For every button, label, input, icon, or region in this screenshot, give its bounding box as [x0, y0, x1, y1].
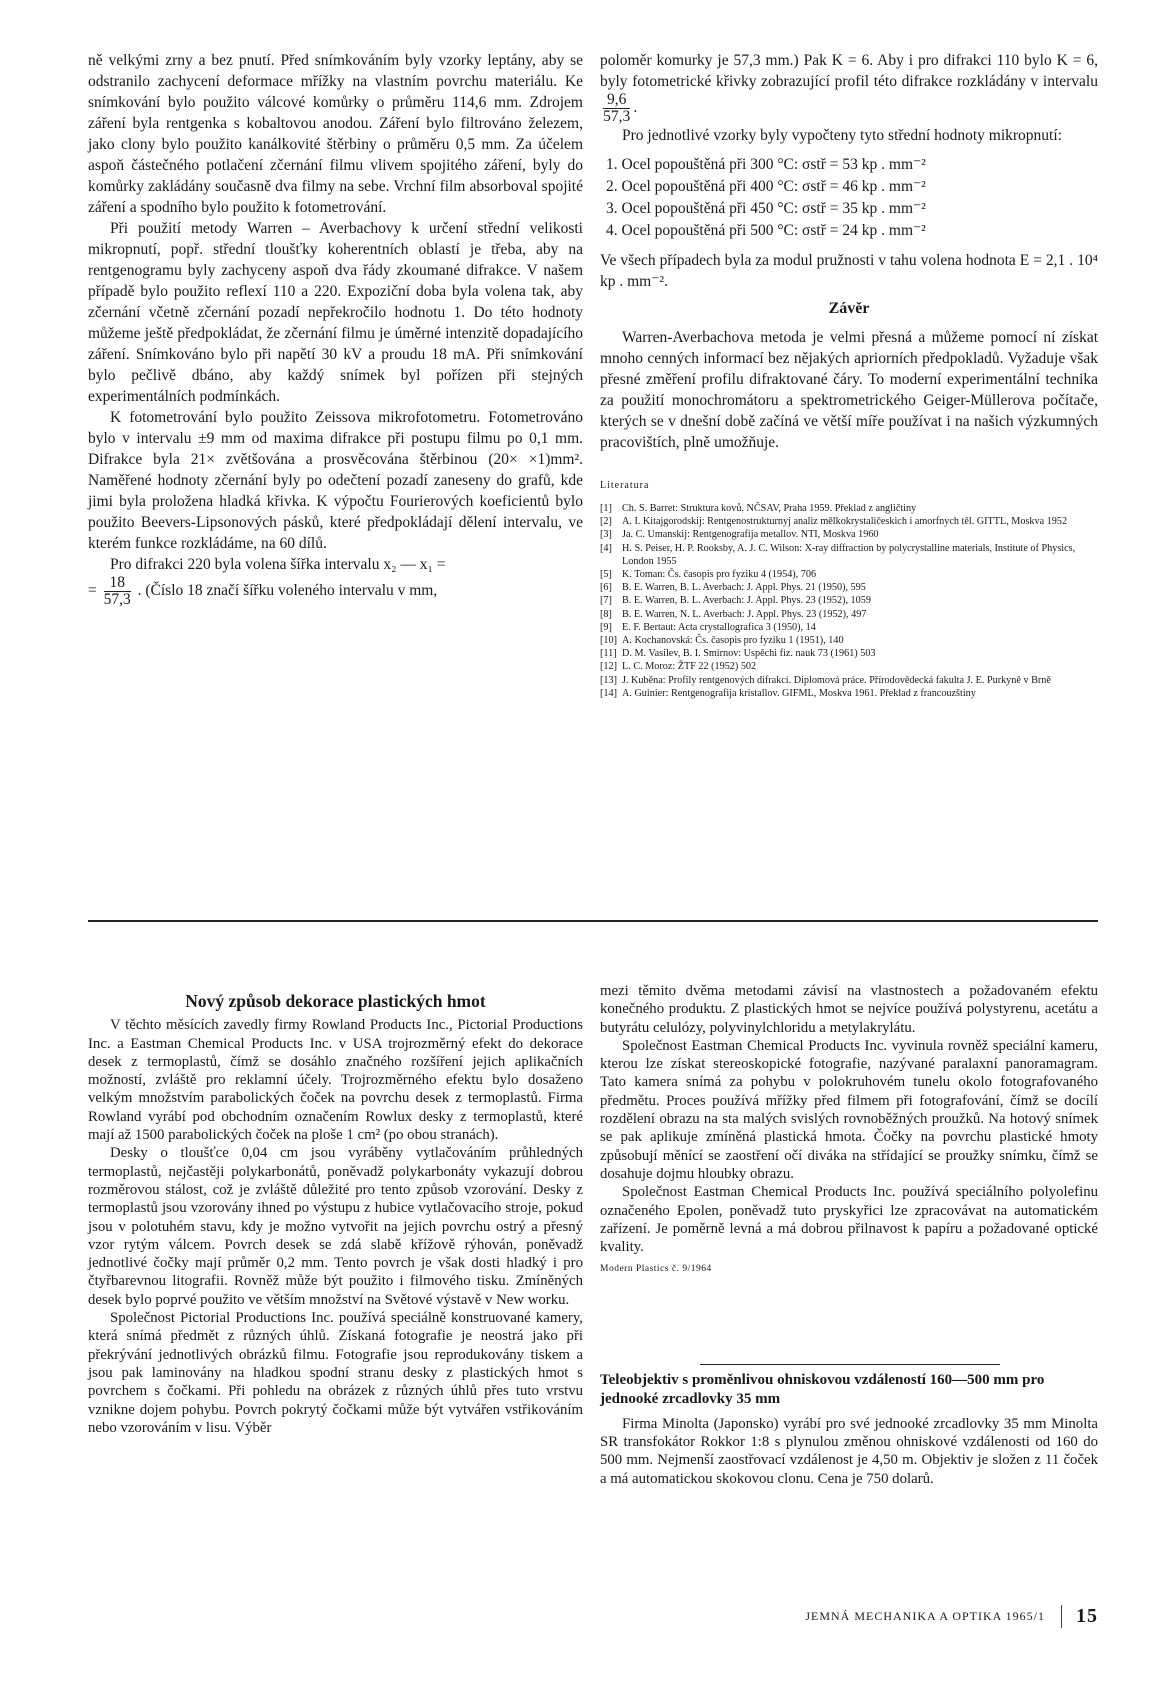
reference-number: [1] — [600, 503, 612, 514]
reference-item — [600, 647, 1098, 660]
reference-number: [4] — [600, 542, 612, 554]
reference-number: [10] — [600, 635, 617, 647]
list-item: 4. Ocel popouštěná při 500 °C: σstř = 24 kp . mm⁻² — [606, 222, 926, 239]
reference-number: [5] — [600, 569, 612, 581]
reference-item — [600, 621, 1098, 634]
fraction-denominator: 57,3 — [103, 591, 131, 608]
reference-item — [600, 687, 1098, 700]
reference-item — [600, 608, 1098, 621]
reference-item — [600, 515, 1098, 528]
paragraph: mezi těmito dvěma metodami závisí na vlastnostech a požadovaném efektu konečného produktu. Z plastických hmot se nejvíce používá polystyrenu, acetátu a butyrátu celulózy, polyvinylchloridu a metylakrylátu. — [600, 983, 1098, 1036]
paragraph: V těchto měsících zavedly firmy Rowland Products Inc., Pictorial Productions Inc. a Eastman Chemical Products Inc. v USA trojrozměrný efekt do dekorace desek z termoplastů, čímž se dosáhlo značného rozšíření jejich aplikačních možností, zvláště pro reklamní účely. Trojrozměrného efektu bylo dosaženo velkým množstvím parabolických čoček na povrchu desek z termoplastů. Firma Rowland vyrábí pod obchodním označením Rowlux desky z termoplastů, které mají až 1500 parabolických čoček na ploše 1 cm² (po obou stranách). — [88, 1017, 583, 1144]
conclusion-heading: Závěr — [828, 300, 870, 317]
reference-item — [600, 581, 1098, 594]
results-list — [606, 154, 1098, 242]
paragraph-text: poloměr komurky je 57,3 mm.) Pak K = 6. Aby i pro difrakci 110 bylo K = 6, byly fotometrické křivky zobrazující profil této difrakce rozkládány v intervalu — [600, 52, 1098, 90]
literature-heading: Literatura — [600, 480, 650, 491]
paragraph: ně velkými zrny a bez pnutí. Před snímkováním byly vzorky leptány, aby se odstranilo zachycení deformace mřížky na vlastním povrchu materiálu. Ke snímkování bylo použito válcové komůrky o průměru 114,6 mm. Zdrojem záření byla rentgenka s kobaltovou anodou. Záření bylo filtrováno železem, jako clony bylo použito kanálkovité štěrbiny o průměru 0,5 mm. Za účelem aspoň částečného potlačení zčernání filmu vlivem spojitého záření, byly do komůrky zakládány současně dva filmy na sebe. Vrchní film absorboval spojité záření a spodního bylo použito k fotometrování. — [88, 52, 583, 216]
reference-item — [600, 594, 1098, 607]
reference-text: K. Toman: Čs. časopis pro fyziku 4 (1954), 706 — [622, 569, 817, 581]
reference-text: B. E. Warren, B. L. Averbach: J. Appl. Phys. 21 (1950), 595 — [622, 582, 866, 594]
article-right-column — [600, 982, 1098, 1488]
reference-item — [600, 502, 1098, 515]
paragraph: Pro jednotlivé vzorky byly vypočteny tyto střední hodnoty mikropnutí: — [622, 127, 1062, 144]
reference-number: [11] — [600, 648, 617, 660]
fraction — [603, 92, 630, 125]
top-left-column — [88, 50, 583, 608]
journal-name: JEMNÁ MECHANIKA A OPTIKA 1965/1 — [805, 1609, 1045, 1623]
top-right-column — [600, 50, 1098, 700]
reference-number: [14] — [600, 687, 617, 699]
source-citation: Modern Plastics č. 9/1964 — [600, 1264, 712, 1275]
article-left-column — [88, 992, 583, 1437]
paragraph-end: . — [633, 99, 638, 117]
formula-prefix: = — [88, 582, 97, 600]
paragraph: K fotometrování bylo použito Zeissova mikrofotometru. Fotometrováno bylo v intervalu ±9 mm od maxima difrakce při postupu filmu po 0,1 mm. Difrakce byla 21× zvětšována a prosvěcována štěrbinou (20× ×1)mm². Naměřené hodnoty zčernání byly po odečtení pozadí zaneseny do grafů, kde jimi byla proložena hladká křivka. K výpočtu Fourierových koeficientů bylo použito Beevers-Lipsonových pásků, které předpokládají dělení intervalu, ve kterém funkce rozkládáme, na 60 dílů. — [88, 409, 583, 552]
reference-number: [6] — [600, 582, 612, 594]
reference-number: [13] — [600, 674, 617, 686]
fraction-numerator: 9,6 — [603, 92, 630, 109]
reference-item — [600, 568, 1098, 581]
list-item: 1. Ocel popouštěná při 300 °C: σstř = 53 kp . mm⁻² — [606, 156, 926, 173]
paragraph: Desky o tloušťce 0,04 cm jsou vyráběny vytlačováním průhledných termoplastů, nejčastěji polykarbonátů, poněvadž polykarbonáty vykazují dobrou rozměrovou stálost, což je zvláště důležité pro tento způsob vzorování. Desky z termoplastů jsou vzorovány ihned po výstupu z hubice vytlačovacího stroje, pokud jsou v polotuhém stavu, kdy je možno vytvořit na jejich povrchu ostrý a přesný vzor rytým válcem. Povrch desek se zdá slabě křížově rýhován, poněvadž jednotlivé čočky mají průměr 0,2 mm. Tento povrch je však dosti hladký i pro čtyřbarevnou litografii. Rovněž může být použito i filmového tisku. Zmíněných desek bylo poprvé použito ve větším množství na Světové výstavě v New worku. — [88, 1145, 583, 1308]
reference-item — [600, 634, 1098, 647]
page-number: 15 — [1061, 1605, 1098, 1628]
paragraph: Společnost Eastman Chemical Products Inc. vyvinula rovněž speciální kameru, kterou lze získat stereoskopické fotografie, nazývané paralaxní panoramagram. Tato kamera snímá za pohybu v polokruhovém tunelu okolo fotografovaného předmětu. Proces používá mřížky před filmem při fotografování, čímž se docílí rozdělení obrazu na sta malých svislých rovnoběžných proužků. Na hotový snímek se pak aplikuje zmíněná plastická hmota. Čočky na povrchu plastické hmoty způsobují měnící se zaostření očí diváka na střídající se proužky snímku, čímž se dosahuje dojmu hloubky obrazu. — [600, 1037, 1098, 1182]
reference-number: [8] — [600, 608, 612, 620]
list-item: 2. Ocel popouštěná při 400 °C: σstř = 46 kp . mm⁻² — [606, 178, 926, 195]
reference-item — [600, 542, 1098, 568]
reference-text: A. I. Kitajgorodskij: Rentgenostrukturnyj analiz mělkokrystaličeskich i amorfnych těl. GITTL, Moskva 1952 — [622, 516, 1068, 528]
formula-suffix: . (Číslo 18 značí šířku voleného intervalu v mm, — [137, 582, 438, 600]
reference-text: A. Guinier: Rentgenografija kristallov. GIFML, Moskva 1961. Překlad z francouzštiny — [622, 687, 976, 699]
paragraph: Společnost Eastman Chemical Products Inc. používá speciálního polyolefinu označeného Epolen, poněvadž tuto pryskyřici lze zpracovávat na automatickém zařízení. Je poměrně levná a má dobrou přilnavost k papíru a požadované optické kvality. — [600, 1184, 1098, 1256]
section-divider — [88, 920, 1098, 922]
references-list — [600, 502, 1098, 700]
paragraph: Při použití metody Warren – Averbachovy k určení střední velikosti mikropnutí, popř. střední tloušťky koherentních oblastí je třeba, aby na rentgenogramu byly zachyceny aspoň dva řády zkoumané difrakce. V našem případě bylo použito reflexí 110 a 220. Expoziční doba byla volena tak, aby zčernání včetně zčernání pozadí nepřekročilo hodnotu 1. Do této hodnoty můžeme ještě předpokládat, že zčernání filmu je úměrné intenzitě dopadajícího záření. Snímkováno bylo při napětí 30 kV a proudu 18 mA. Při snímkování bylo pečlivě dbáno, aby každý snímek byl pořízen při stejných experimentálních podmínkách. — [88, 220, 583, 405]
reference-number: [2] — [600, 516, 612, 528]
paragraph: Ve všech případech byla za modul pružnosti v tahu volena hodnota E = 2,1 . 10⁴ kp . mm⁻². — [600, 252, 1098, 290]
paragraph: Firma Minolta (Japonsko) vyrábí pro své jednooké zrcadlovky 35 mm Minolta SR transfokátor Rokkor 1:8 s plynulou změnou ohniskové vzdálenosti od 160 do 500 mm. Nejmenší zaostřovací vzdálenost je 4,50 m. Objektiv je složen z 11 čoček a má automatickou skokovou clonu. Cena je 750 dolarů. — [600, 1415, 1098, 1487]
formula-line — [88, 575, 583, 608]
page-footer — [805, 1605, 1098, 1628]
reference-text: H. S. Peiser, H. P. Rooksby, A. J. C. Wilson: X-ray diffraction by polycrystalline materials, Institute of Physics, London 1955 — [622, 542, 1076, 567]
reference-text: B. E. Warren, B. L. Averbach: J. Appl. Phys. 23 (1952), 1059 — [622, 595, 871, 607]
conclusion-paragraph: Warren-Averbachova metoda je velmi přesná a můžeme pomocí ní získat mnoho cenných informací bez nějakých apriorních předpokladů. Vyžaduje však přesné změření profilu difraktované čáry. To moderní experimentální technika za použití monochromátoru a spektrometrického Geiger-Müllerova počítače, kterých se v dnešní době začíná ve větší míře používat i na našich výzkumných pracovištích, plně umožňuje. — [600, 329, 1098, 451]
reference-text: A. Kochanovská: Čs. časopis pro fyziku 1 (1951), 140 — [622, 635, 844, 647]
reference-text: E. F. Bertaut: Acta crystallografica 3 (1950), 14 — [622, 621, 816, 633]
article-title: Teleobjektiv s proměnlivou ohniskovou vzdáleností 160—500 mm pro jednooké zrcadlovky 35 mm — [600, 1371, 1045, 1407]
paragraph — [600, 50, 1098, 125]
paragraph: Společnost Pictorial Productions Inc. používá speciálně konstruované kamery, která snímá předmět z různých úhlů. Získaná fotografie je neostrá jako při překrývání jednotlivých obrázků filmu. Fotografie jsou reprodukovány tiskem a jsou pak laminovány na hladkou spodní stranu desky z plastických hmot s povrchem s čočkami. Při pohledu na obrázek z různých úhlů přes tuto vrstvu vznikne dojem pohybu. Povrch pokrytý čočkami může být vytvářen vstřikováním nebo vzorováním v lisu. Výběr — [88, 1310, 583, 1436]
reference-item — [600, 660, 1098, 673]
reference-text: B. E. Warren, N. L. Averbach: J. Appl. Phys. 23 (1952), 497 — [622, 608, 867, 620]
reference-number: [9] — [600, 621, 612, 633]
reference-number: [12] — [600, 661, 617, 673]
fraction — [104, 575, 131, 608]
fraction-numerator: 18 — [104, 575, 131, 592]
list-item: 3. Ocel popouštěná při 450 °C: σstř = 35 kp . mm⁻² — [606, 200, 926, 217]
reference-text: L. C. Moroz: ŽTF 22 (1952) 502 — [622, 661, 757, 673]
reference-item — [600, 674, 1098, 687]
reference-text: J. Kuběna: Profily rentgenových difrakcí. Diplomová práce. Přírodovědecká fakulta J. E. Purkyně v Brně — [622, 674, 1051, 686]
paragraph: Pro difrakci 220 byla volena šířka intervalu x₂ — x₁ = — [110, 556, 446, 573]
reference-text: Ja. C. Umanskij: Rentgenografija metallov. NTI, Moskva 1960 — [622, 529, 879, 541]
reference-text: D. M. Vasilev, B. I. Smirnov: Uspěchi fiz. nauk 73 (1961) 503 — [622, 648, 876, 660]
short-divider — [700, 1364, 1000, 1365]
fraction-denominator: 57,3 — [603, 108, 631, 125]
reference-number: [7] — [600, 595, 612, 607]
reference-text: Ch. S. Barret: Struktura kovů. NČSAV, Praha 1959. Překlad z angličtiny — [622, 503, 917, 514]
article-title: Nový způsob dekorace plastických hmot — [185, 991, 486, 1011]
reference-item — [600, 528, 1098, 541]
reference-number: [3] — [600, 529, 612, 541]
